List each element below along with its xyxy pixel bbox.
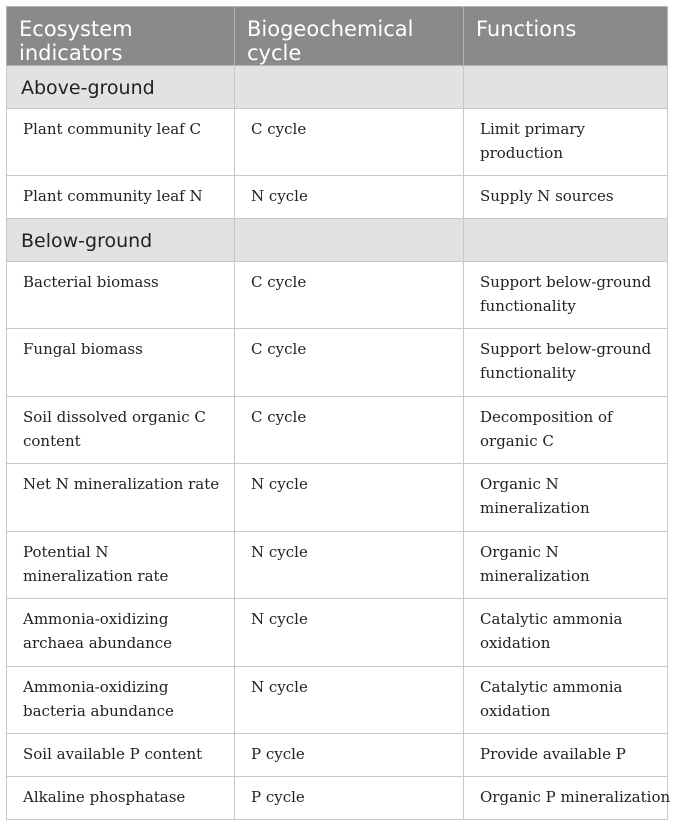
table-row — [7, 329, 668, 397]
header-indicators: Ecosystem indicators — [7, 7, 235, 66]
table-row — [7, 532, 668, 599]
function-cell: Supply N sources — [464, 176, 668, 219]
section-label: Below-ground — [7, 219, 235, 262]
cycle-cell: C cycle — [235, 109, 464, 176]
function-cell: Organic P mineralization — [464, 777, 668, 820]
indicator-cell: Fungal biomass — [7, 329, 235, 397]
cycle-cell: C cycle — [235, 397, 464, 464]
indicator-cell: Soil available P content — [7, 734, 235, 777]
function-cell: Decomposition of organic C — [464, 397, 668, 464]
indicator-cell: Bacterial biomass — [7, 262, 235, 329]
header-row — [7, 7, 668, 66]
cycle-cell: C cycle — [235, 329, 464, 397]
table-row — [7, 109, 668, 176]
indicator-cell: Alkaline phosphatase — [7, 777, 235, 820]
cycle-cell: C cycle — [235, 262, 464, 329]
section-row-above-ground — [7, 66, 668, 109]
function-cell: Organic N mineralization — [464, 532, 668, 599]
cycle-cell: N cycle — [235, 464, 464, 532]
header-functions: Functions — [464, 7, 668, 66]
function-cell: Support below-ground functionality — [464, 262, 668, 329]
function-cell: Catalytic ammonia oxidation — [464, 667, 668, 734]
indicator-cell: Plant community leaf N — [7, 176, 235, 219]
table-row — [7, 262, 668, 329]
indicator-cell: Ammonia-oxidizing bacteria abundance — [7, 667, 235, 734]
section-row-below-ground — [7, 219, 668, 262]
table-row — [7, 176, 668, 219]
ecosystem-indicators-table — [6, 6, 671, 820]
cycle-cell: N cycle — [235, 599, 464, 667]
indicator-cell: Ammonia-oxidizing archaea abundance — [7, 599, 235, 667]
function-cell: Provide available P — [464, 734, 668, 777]
cycle-cell: P cycle — [235, 734, 464, 777]
table-row — [7, 777, 668, 820]
function-cell: Support below-ground functionality — [464, 329, 668, 397]
table-row — [7, 734, 668, 777]
indicator-cell: Net N mineralization rate — [7, 464, 235, 532]
indicator-cell: Potential N mineralization rate — [7, 532, 235, 599]
indicator-cell: Plant community leaf C — [7, 109, 235, 176]
cycle-cell: N cycle — [235, 667, 464, 734]
function-cell: Organic N mineralization — [464, 464, 668, 532]
table-row — [7, 667, 668, 734]
section-label: Above-ground — [7, 66, 235, 109]
function-cell: Limit primary production — [464, 109, 668, 176]
table-row — [7, 397, 668, 464]
cycle-cell: N cycle — [235, 532, 464, 599]
header-cycle: Biogeochemical cycle — [235, 7, 464, 66]
cycle-cell: P cycle — [235, 777, 464, 820]
indicator-cell: Soil dissolved organic C content — [7, 397, 235, 464]
cycle-cell: N cycle — [235, 176, 464, 219]
table-row — [7, 464, 668, 532]
function-cell: Catalytic ammonia oxidation — [464, 599, 668, 667]
table-row — [7, 599, 668, 667]
